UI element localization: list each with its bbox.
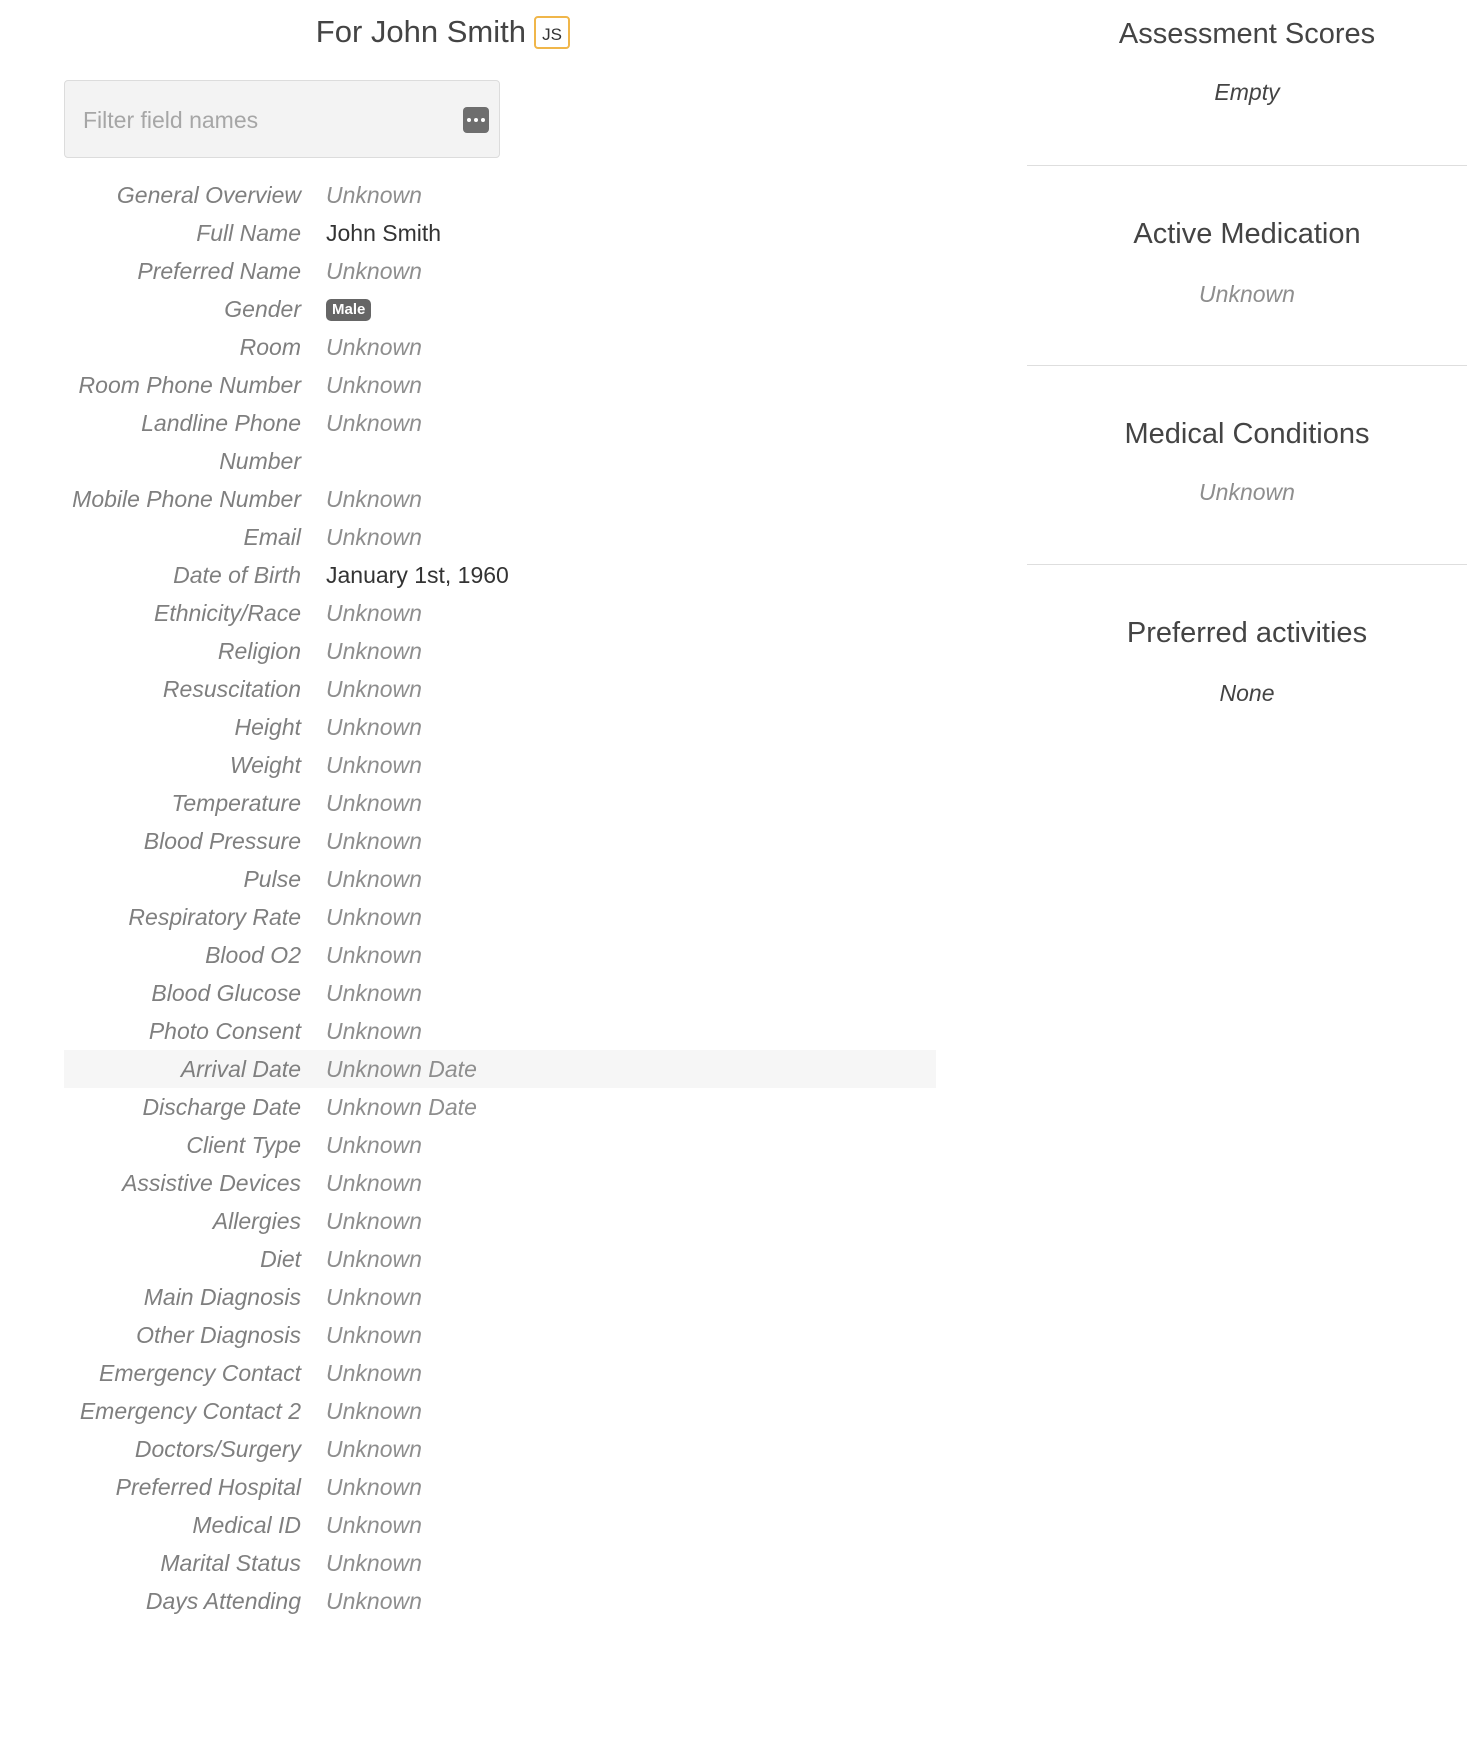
field-value[interactable]: Unknown xyxy=(326,1322,422,1348)
section-value: Empty xyxy=(1214,79,1280,105)
field-label: Landline Phone Number xyxy=(141,410,301,474)
field-row[interactable] xyxy=(64,1164,936,1202)
field-label: Preferred Name xyxy=(137,258,301,284)
field-label: Weight xyxy=(229,752,301,778)
field-row[interactable] xyxy=(64,746,936,784)
gender-badge: Male xyxy=(326,299,371,321)
field-label: Arrival Date xyxy=(180,1056,301,1082)
field-label: Mobile Phone Number xyxy=(72,486,301,512)
field-value[interactable]: Unknown xyxy=(326,1132,422,1158)
client-initials-avatar[interactable]: JS xyxy=(534,16,570,49)
field-row[interactable] xyxy=(64,784,936,822)
field-row[interactable] xyxy=(64,974,936,1012)
field-row[interactable] xyxy=(64,518,936,556)
field-value[interactable]: Unknown xyxy=(326,182,422,208)
field-label: General Overview xyxy=(116,182,301,208)
field-row[interactable] xyxy=(64,1088,936,1126)
field-row[interactable] xyxy=(64,1392,936,1430)
field-row[interactable] xyxy=(64,1050,936,1088)
page-title: For John Smith xyxy=(315,14,526,49)
filter-box xyxy=(64,80,500,158)
field-label: Preferred Hospital xyxy=(115,1474,301,1500)
medical-conditions-section xyxy=(1027,366,1467,565)
field-label: Main Diagnosis xyxy=(143,1284,301,1310)
field-label: Full Name xyxy=(196,220,301,246)
field-row[interactable] xyxy=(64,480,936,518)
field-value[interactable]: Unknown Date xyxy=(326,1094,477,1120)
field-row[interactable] xyxy=(64,1430,936,1468)
field-value[interactable]: Unknown xyxy=(326,980,422,1006)
field-row[interactable] xyxy=(64,822,936,860)
field-label: Height xyxy=(234,714,301,740)
dot xyxy=(481,118,485,122)
field-row[interactable] xyxy=(64,594,936,632)
field-label: Room Phone Number xyxy=(78,372,301,398)
field-value[interactable]: Unknown xyxy=(326,1208,422,1234)
field-row[interactable] xyxy=(64,214,936,252)
field-row[interactable] xyxy=(64,1582,936,1620)
field-row[interactable] xyxy=(64,1126,936,1164)
field-label: Days Attending xyxy=(145,1588,301,1614)
active-medication-section xyxy=(1027,166,1467,366)
field-label: Gender xyxy=(224,296,301,322)
field-value[interactable]: Unknown xyxy=(326,752,422,778)
field-row[interactable] xyxy=(64,1354,936,1392)
field-value[interactable]: Unknown xyxy=(326,524,422,550)
field-value[interactable]: Unknown xyxy=(326,258,422,284)
field-value[interactable]: Unknown Date xyxy=(326,1056,477,1082)
field-label: Email xyxy=(243,524,301,550)
field-value[interactable]: Unknown xyxy=(326,1550,422,1576)
section-value: Unknown xyxy=(1199,479,1295,505)
field-list xyxy=(64,176,936,1620)
field-value[interactable]: Unknown xyxy=(326,866,422,892)
field-value[interactable]: Unknown xyxy=(326,1436,422,1462)
field-label: Discharge Date xyxy=(142,1094,301,1120)
field-label: Marital Status xyxy=(160,1550,301,1576)
dot xyxy=(474,118,478,122)
field-label: Diet xyxy=(260,1246,301,1272)
field-row[interactable] xyxy=(64,366,936,404)
field-row[interactable] xyxy=(64,1316,936,1354)
section-title: Active Medication xyxy=(1133,218,1361,250)
field-row[interactable] xyxy=(64,404,936,480)
field-value[interactable]: January 1st, 1960 xyxy=(326,562,509,588)
field-value[interactable]: Unknown xyxy=(326,372,422,398)
field-row[interactable] xyxy=(64,1506,936,1544)
section-value: None xyxy=(1219,680,1275,706)
field-value[interactable]: Unknown xyxy=(326,942,422,968)
field-row[interactable] xyxy=(64,632,936,670)
field-label: Client Type xyxy=(186,1132,301,1158)
field-value[interactable]: Unknown xyxy=(326,638,422,664)
section-title: Assessment Scores xyxy=(1118,18,1376,50)
field-label: Respiratory Rate xyxy=(128,904,301,930)
field-label: Blood Glucose xyxy=(151,980,301,1006)
field-row[interactable] xyxy=(64,1278,936,1316)
section-value: Unknown xyxy=(1199,281,1295,307)
field-label: Pulse xyxy=(243,866,301,892)
field-label: Resuscitation xyxy=(162,676,301,702)
field-value[interactable]: Unknown xyxy=(326,828,422,854)
field-value[interactable]: Unknown xyxy=(326,676,422,702)
field-row[interactable] xyxy=(64,252,936,290)
field-row[interactable] xyxy=(64,708,936,746)
field-row[interactable] xyxy=(64,1240,936,1278)
page-header xyxy=(64,14,562,50)
field-value[interactable]: Unknown xyxy=(326,1360,422,1386)
field-label: Other Diagnosis xyxy=(136,1322,301,1348)
field-label: Medical ID xyxy=(192,1512,301,1538)
field-value[interactable]: Unknown xyxy=(326,1284,422,1310)
field-row[interactable] xyxy=(64,1468,936,1506)
field-value[interactable]: Unknown xyxy=(326,1512,422,1538)
field-label: Religion xyxy=(217,638,301,664)
field-value[interactable]: Unknown xyxy=(326,1018,422,1044)
field-value[interactable]: Unknown xyxy=(326,714,422,740)
field-row[interactable] xyxy=(64,556,936,594)
preferred-activities-section xyxy=(1027,565,1467,707)
field-value[interactable]: Unknown xyxy=(326,790,422,816)
field-row[interactable] xyxy=(64,936,936,974)
section-title: Medical Conditions xyxy=(1124,418,1370,450)
field-value[interactable]: Unknown xyxy=(326,1588,422,1614)
field-value[interactable]: Unknown xyxy=(326,410,422,436)
field-label: Blood O2 xyxy=(205,942,301,968)
field-row[interactable] xyxy=(64,1544,936,1582)
field-value[interactable]: Unknown xyxy=(326,1246,422,1272)
section-title: Preferred activities xyxy=(1126,617,1368,649)
filter-input[interactable] xyxy=(81,99,425,141)
field-label: Doctors/Surgery xyxy=(134,1436,301,1462)
summary-column xyxy=(1027,0,1467,707)
field-value[interactable] xyxy=(326,290,936,328)
more-dots-icon[interactable] xyxy=(463,107,489,133)
field-row[interactable] xyxy=(64,898,936,936)
field-value[interactable]: Unknown xyxy=(326,1170,422,1196)
field-row[interactable] xyxy=(64,1012,936,1050)
field-row[interactable] xyxy=(64,670,936,708)
field-label: Date of Birth xyxy=(173,562,301,588)
field-row[interactable] xyxy=(64,860,936,898)
field-label: Temperature xyxy=(171,790,301,816)
field-row[interactable] xyxy=(64,290,936,328)
field-value[interactable]: Unknown xyxy=(326,486,422,512)
field-label: Allergies xyxy=(212,1208,301,1234)
field-value[interactable]: Unknown xyxy=(326,334,422,360)
field-label: Emergency Contact 2 xyxy=(79,1398,301,1424)
field-row[interactable] xyxy=(64,328,936,366)
field-value[interactable]: Unknown xyxy=(326,1474,422,1500)
field-row[interactable] xyxy=(64,176,936,214)
field-value[interactable]: Unknown xyxy=(326,904,422,930)
field-label: Photo Consent xyxy=(148,1018,301,1044)
field-label: Ethnicity/Race xyxy=(153,600,301,626)
field-label: Room xyxy=(239,334,301,360)
field-value[interactable]: John Smith xyxy=(326,220,442,246)
dot xyxy=(467,118,471,122)
field-value[interactable]: Unknown xyxy=(326,1398,422,1424)
field-label: Emergency Contact xyxy=(99,1360,301,1386)
field-value[interactable]: Unknown xyxy=(326,600,422,626)
assessment-scores-section xyxy=(1027,0,1467,166)
field-row[interactable] xyxy=(64,1202,936,1240)
field-label: Blood Pressure xyxy=(143,828,301,854)
field-label: Assistive Devices xyxy=(122,1170,301,1196)
